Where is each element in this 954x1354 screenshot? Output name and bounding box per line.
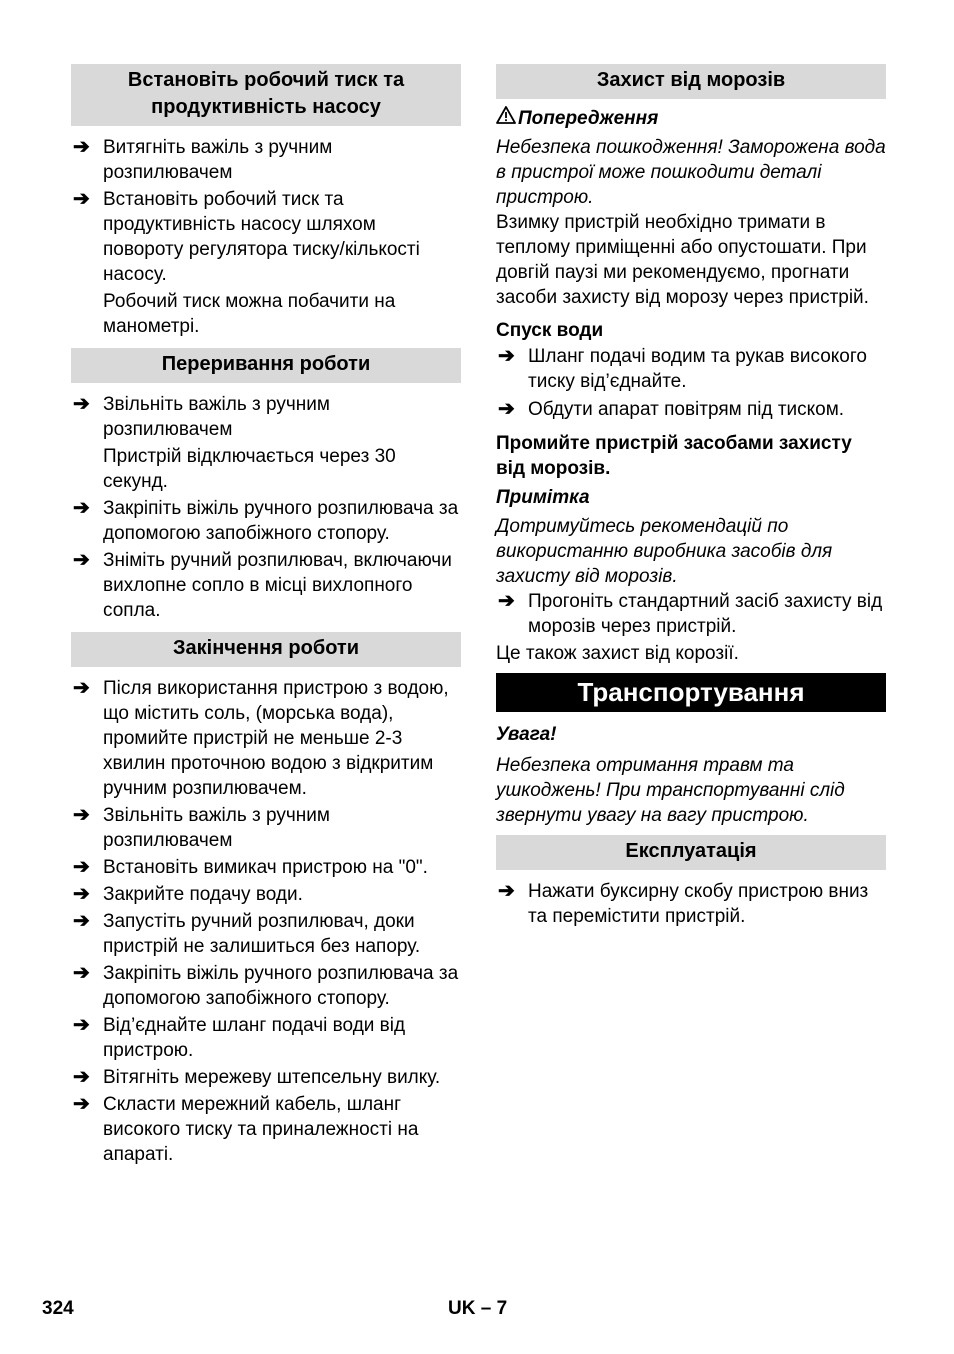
list-item xyxy=(71,548,461,623)
page-number: 324 xyxy=(42,1298,74,1319)
right-arrow-icon: ➔ xyxy=(498,398,515,420)
right-arrow-icon: ➔ xyxy=(73,677,90,699)
right-arrow-icon: ➔ xyxy=(73,188,90,210)
section-header-interruption: Переривання роботи xyxy=(71,348,461,383)
right-arrow-icon: ➔ xyxy=(73,1066,90,1088)
caution-text: Небезпека отримання травм та ушкоджень! При транспортуванні слід звернути увагу на вагу пристрою. xyxy=(496,755,845,826)
list-item-text: Шланг подачі водим та рукав високого тиску від’єднайте. xyxy=(528,346,867,392)
list-item-text: Вітягніть мережеву штепсельну вилку. xyxy=(103,1067,441,1088)
list-item xyxy=(71,909,461,959)
note-text: Дотримуйтесь рекомендацій по використанню виробника засобів для захисту від морозів. xyxy=(496,516,833,587)
list-item-text: Звільніть важіль з ручним розпилювачем xyxy=(103,805,330,851)
list-item-text: Зніміть ручний розпилювач, включаючи вихлопне сопло в місці вихлопного сопла. xyxy=(103,550,452,621)
right-arrow-icon: ➔ xyxy=(73,1014,90,1036)
list-item-text: Обдути апарат повітрям під тиском. xyxy=(528,399,845,420)
list-item xyxy=(71,855,461,880)
section-header-pressure: Встановіть робочий тиск та продуктивність насосу xyxy=(71,64,461,126)
list-item xyxy=(71,1092,461,1167)
list-item xyxy=(496,344,886,394)
right-arrow-icon: ➔ xyxy=(73,804,90,826)
list-item xyxy=(71,676,461,801)
list-item xyxy=(496,397,886,422)
list-item xyxy=(71,882,461,907)
list-item xyxy=(71,187,461,287)
right-arrow-icon: ➔ xyxy=(73,962,90,984)
warning-heading xyxy=(496,106,886,131)
list-item-text: Запустіть ручний розпилювач, доки пристрій не залишиться без напору. xyxy=(103,911,421,957)
list-item-text: Після використання пристрою з водою, що містить соль, (морська вода), промийте пристрій не меньше 2-3 хвилин проточною водою з відкритим ручним розпилювачем. xyxy=(103,678,449,799)
list-item-text: Встановіть вимикач пристрою на "0". xyxy=(103,857,428,878)
right-arrow-icon: ➔ xyxy=(73,497,90,519)
list-item-text: Від’єднайте шланг подачі води від пристрою. xyxy=(103,1015,406,1061)
right-arrow-icon: ➔ xyxy=(73,549,90,571)
list-item xyxy=(71,803,461,853)
list-item-text: Звільніть важіль з ручним розпилювачем xyxy=(103,394,330,440)
page-label: UK – 7 xyxy=(448,1298,508,1319)
list-item xyxy=(71,135,461,185)
corrosion-text: Це також захист від корозії. xyxy=(496,643,739,664)
flush-title: Промийте пристрій засобами захисту від морозів. xyxy=(496,433,852,479)
list-item-text: Скласти мережний кабель, шланг високого тиску та приналежності на апараті. xyxy=(103,1094,419,1165)
list-item xyxy=(71,961,461,1011)
list-item-text: Закріпіть віжіль ручного розпилювача за допомогою запобіжного стопору. xyxy=(103,963,459,1009)
list-item xyxy=(71,1013,461,1063)
warning-text: Небезпека пошкодження! Заморожена вода в пристрої може пошкодити деталі пристрою. xyxy=(496,137,886,208)
list-item xyxy=(71,496,461,546)
right-arrow-icon: ➔ xyxy=(73,910,90,932)
right-arrow-icon: ➔ xyxy=(73,856,90,878)
right-arrow-icon: ➔ xyxy=(498,880,515,902)
right-arrow-icon: ➔ xyxy=(73,883,90,905)
drain-title: Спуск води xyxy=(496,320,604,341)
list-item-text: Витягніть важіль з ручним розпилювачем xyxy=(103,137,333,183)
right-arrow-icon: ➔ xyxy=(498,345,515,367)
list-item-text: Закріпіть віжіль ручного розпилювача за допомогою запобіжного стопору. xyxy=(103,498,459,544)
list-item-text: Прогоніть стандартний засіб захисту від морозів через пристрій. xyxy=(528,591,883,637)
section-title-transport: Транспортування xyxy=(496,673,886,712)
right-arrow-icon: ➔ xyxy=(73,393,90,415)
right-column xyxy=(496,64,886,929)
warning-triangle-icon xyxy=(496,106,518,131)
list-item-text: Встановіть робочий тиск та продуктивність насосу шляхом повороту регулятора тиску/кількості насосу. xyxy=(103,189,420,285)
list-item xyxy=(496,589,886,639)
note-text: Пристрій відключається через 30 секунд. xyxy=(103,446,396,492)
list-item xyxy=(71,1065,461,1090)
section-header-finish: Закінчення роботи xyxy=(71,632,461,667)
left-column xyxy=(71,64,461,1167)
list-item-text: Нажати буксирну скобу пристрою вниз та перемістити пристрій. xyxy=(528,881,869,927)
winter-text: Взимку пристрій необхідно тримати в теплому приміщенні або опустошати. При довгій паузі ми рекомендуємо, прогнати засоби захисту від морозу через пристрій. xyxy=(496,212,869,308)
note-text: Робочий тиск можна побачити на манометрі. xyxy=(103,291,396,337)
list-item xyxy=(496,879,886,929)
list-item xyxy=(71,392,461,442)
right-arrow-icon: ➔ xyxy=(73,136,90,158)
section-header-operation: Експлуатація xyxy=(496,835,886,870)
caution-title: Увага! xyxy=(496,724,557,745)
warning-title: Попередження xyxy=(518,108,659,129)
section-header-frost: Захист від морозів xyxy=(496,64,886,99)
right-arrow-icon: ➔ xyxy=(73,1093,90,1115)
note-title: Примітка xyxy=(496,487,590,508)
list-item-text: Закрийте подачу води. xyxy=(103,884,303,905)
right-arrow-icon: ➔ xyxy=(498,590,515,612)
